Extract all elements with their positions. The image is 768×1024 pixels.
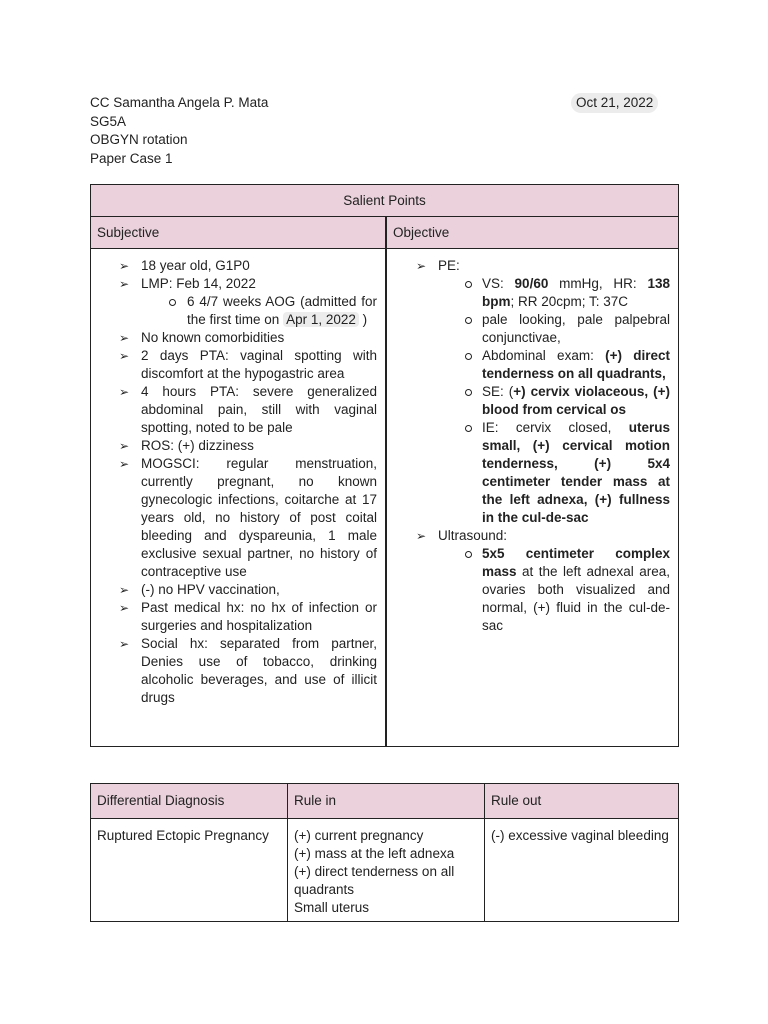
list-item: ➢ No known comorbidities (119, 330, 285, 345)
rule-in-cell: (+) current pregnancy (+) mass at the left adnexa (+) direct tenderness on all quadrants Small uterus (288, 819, 485, 922)
list-item: ➢ Social hx: separated from partner, Denies use of tobacco, drinking alcoholic beverages, and use of illicit drugs (119, 636, 377, 705)
differential-diagnosis-table (90, 783, 679, 922)
rotation: OBGYN rotation (90, 132, 188, 147)
list-item: ➢ 18 year old, G1P0 (119, 258, 250, 273)
list-item: ➢ 4 hours PTA: severe generalized abdominal pain, still with vaginal spotting, noted to be pale (119, 384, 377, 435)
list-item: Abdominal exam: (+) direct tenderness on all quadrants, (482, 347, 670, 383)
student-name: CC Samantha Angela P. Mata (90, 95, 269, 110)
subjective-list (91, 249, 385, 707)
subjective-header: Subjective (91, 217, 387, 249)
list-item: ➢ (-) no HPV vaccination, (119, 582, 280, 597)
list-item: ➢ 2 days PTA: vaginal spotting with discomfort at the hypogastric area (119, 348, 377, 381)
list-item: ➢ ROS: (+) dizziness (119, 438, 254, 453)
list-item: VS: 90/60 mmHg, HR: 138 bpm; RR 20cpm; T: 37C (482, 275, 670, 311)
arrow-bullet-icon: ➢ (119, 349, 130, 363)
salient-points-table (90, 184, 679, 747)
arrow-bullet-icon: ➢ (416, 529, 427, 543)
rule-out-header: Rule out (485, 784, 679, 819)
document-header (90, 94, 268, 168)
arrow-bullet-icon: ➢ (119, 331, 130, 345)
arrow-bullet-icon: ➢ (119, 277, 130, 291)
arrow-bullet-icon: ➢ (416, 259, 427, 273)
circle-bullet-icon (465, 551, 472, 558)
subjective-cell (91, 249, 387, 747)
circle-bullet-icon (465, 281, 472, 288)
objective-cell (386, 249, 679, 747)
circle-bullet-icon (465, 317, 472, 324)
circle-bullet-icon (169, 299, 176, 306)
arrow-bullet-icon: ➢ (119, 601, 130, 615)
circle-bullet-icon (465, 353, 472, 360)
list-item: IE: cervix closed, uterus small, (+) cervical motion tenderness, (+) 5x4 centimeter tender mass at the left adnexa, (+) fullness in the cul-de-sac (482, 419, 670, 527)
circle-bullet-icon (465, 389, 472, 396)
list-item: ➢ PE: VS: 90/60 mmHg, HR: 138 bpm; RR 20cpm; T: 37C pale looking, pale palpebral conjunctivae, Abdominal exam: (+) direct tenderness on all quadrants, SE: (+) cervix violaceous, (+) blood from cervical os IE: cervix closed, uterus small, (+) cervical motion tenderness, (+) 5x4 centimeter tender mass at the left adnexa, (+) fullness in the cul-de-sac (416, 258, 670, 525)
salient-points-title: Salient Points (91, 185, 679, 217)
arrow-bullet-icon: ➢ (119, 637, 130, 651)
objective-header: Objective (386, 217, 679, 249)
arrow-bullet-icon: ➢ (119, 259, 130, 273)
rule-out-cell: (-) excessive vaginal bleeding (485, 819, 679, 922)
list-item: ➢ Past medical hx: no hx of infection or surgeries and hospitalization (119, 600, 377, 633)
circle-bullet-icon (465, 425, 472, 432)
objective-list (387, 249, 678, 635)
list-item: ➢ MOGSCI: regular menstruation, currently pregnant, no known gynecologic infections, coitarche at 17 years old, no history of post coital bleeding and dyspareunia, 1 male exclusive sexual partner, no history of contraceptive use (119, 456, 377, 579)
case-title: Paper Case 1 (90, 150, 173, 166)
list-item: 6 4/7 weeks AOG (admitted for the first time on Apr 1, 2022 ) (187, 293, 377, 329)
list-item: SE: (+) cervix violaceous, (+) blood from cervical os (482, 383, 670, 419)
list-item: ➢ LMP: Feb 14, 2022 6 4/7 weeks AOG (admitted for the first time on Apr 1, 2022 ) (119, 276, 377, 327)
arrow-bullet-icon: ➢ (119, 385, 130, 399)
date-chip[interactable]: Oct 21, 2022 (571, 93, 658, 113)
list-item: 5x5 centimeter complex mass at the left adnexal area, ovaries both visualized and normal, (+) fluid in the cul-de-sac (482, 545, 670, 635)
table-row (91, 819, 679, 922)
arrow-bullet-icon: ➢ (119, 583, 130, 597)
ddx-cell: Ruptured Ectopic Pregnancy (91, 819, 288, 922)
section: SG5A (90, 113, 127, 129)
arrow-bullet-icon: ➢ (119, 439, 130, 453)
date-chip[interactable]: Apr 1, 2022 (283, 312, 359, 327)
list-item: pale looking, pale palpebral conjunctivae, (482, 311, 670, 347)
rule-in-header: Rule in (288, 784, 485, 819)
list-item: ➢ Ultrasound: 5x5 centimeter complex mass at the left adnexal area, ovaries both visualized and normal, (+) fluid in the cul-de-sac (416, 528, 670, 633)
ddx-header: Differential Diagnosis (91, 784, 288, 819)
arrow-bullet-icon: ➢ (119, 457, 130, 471)
